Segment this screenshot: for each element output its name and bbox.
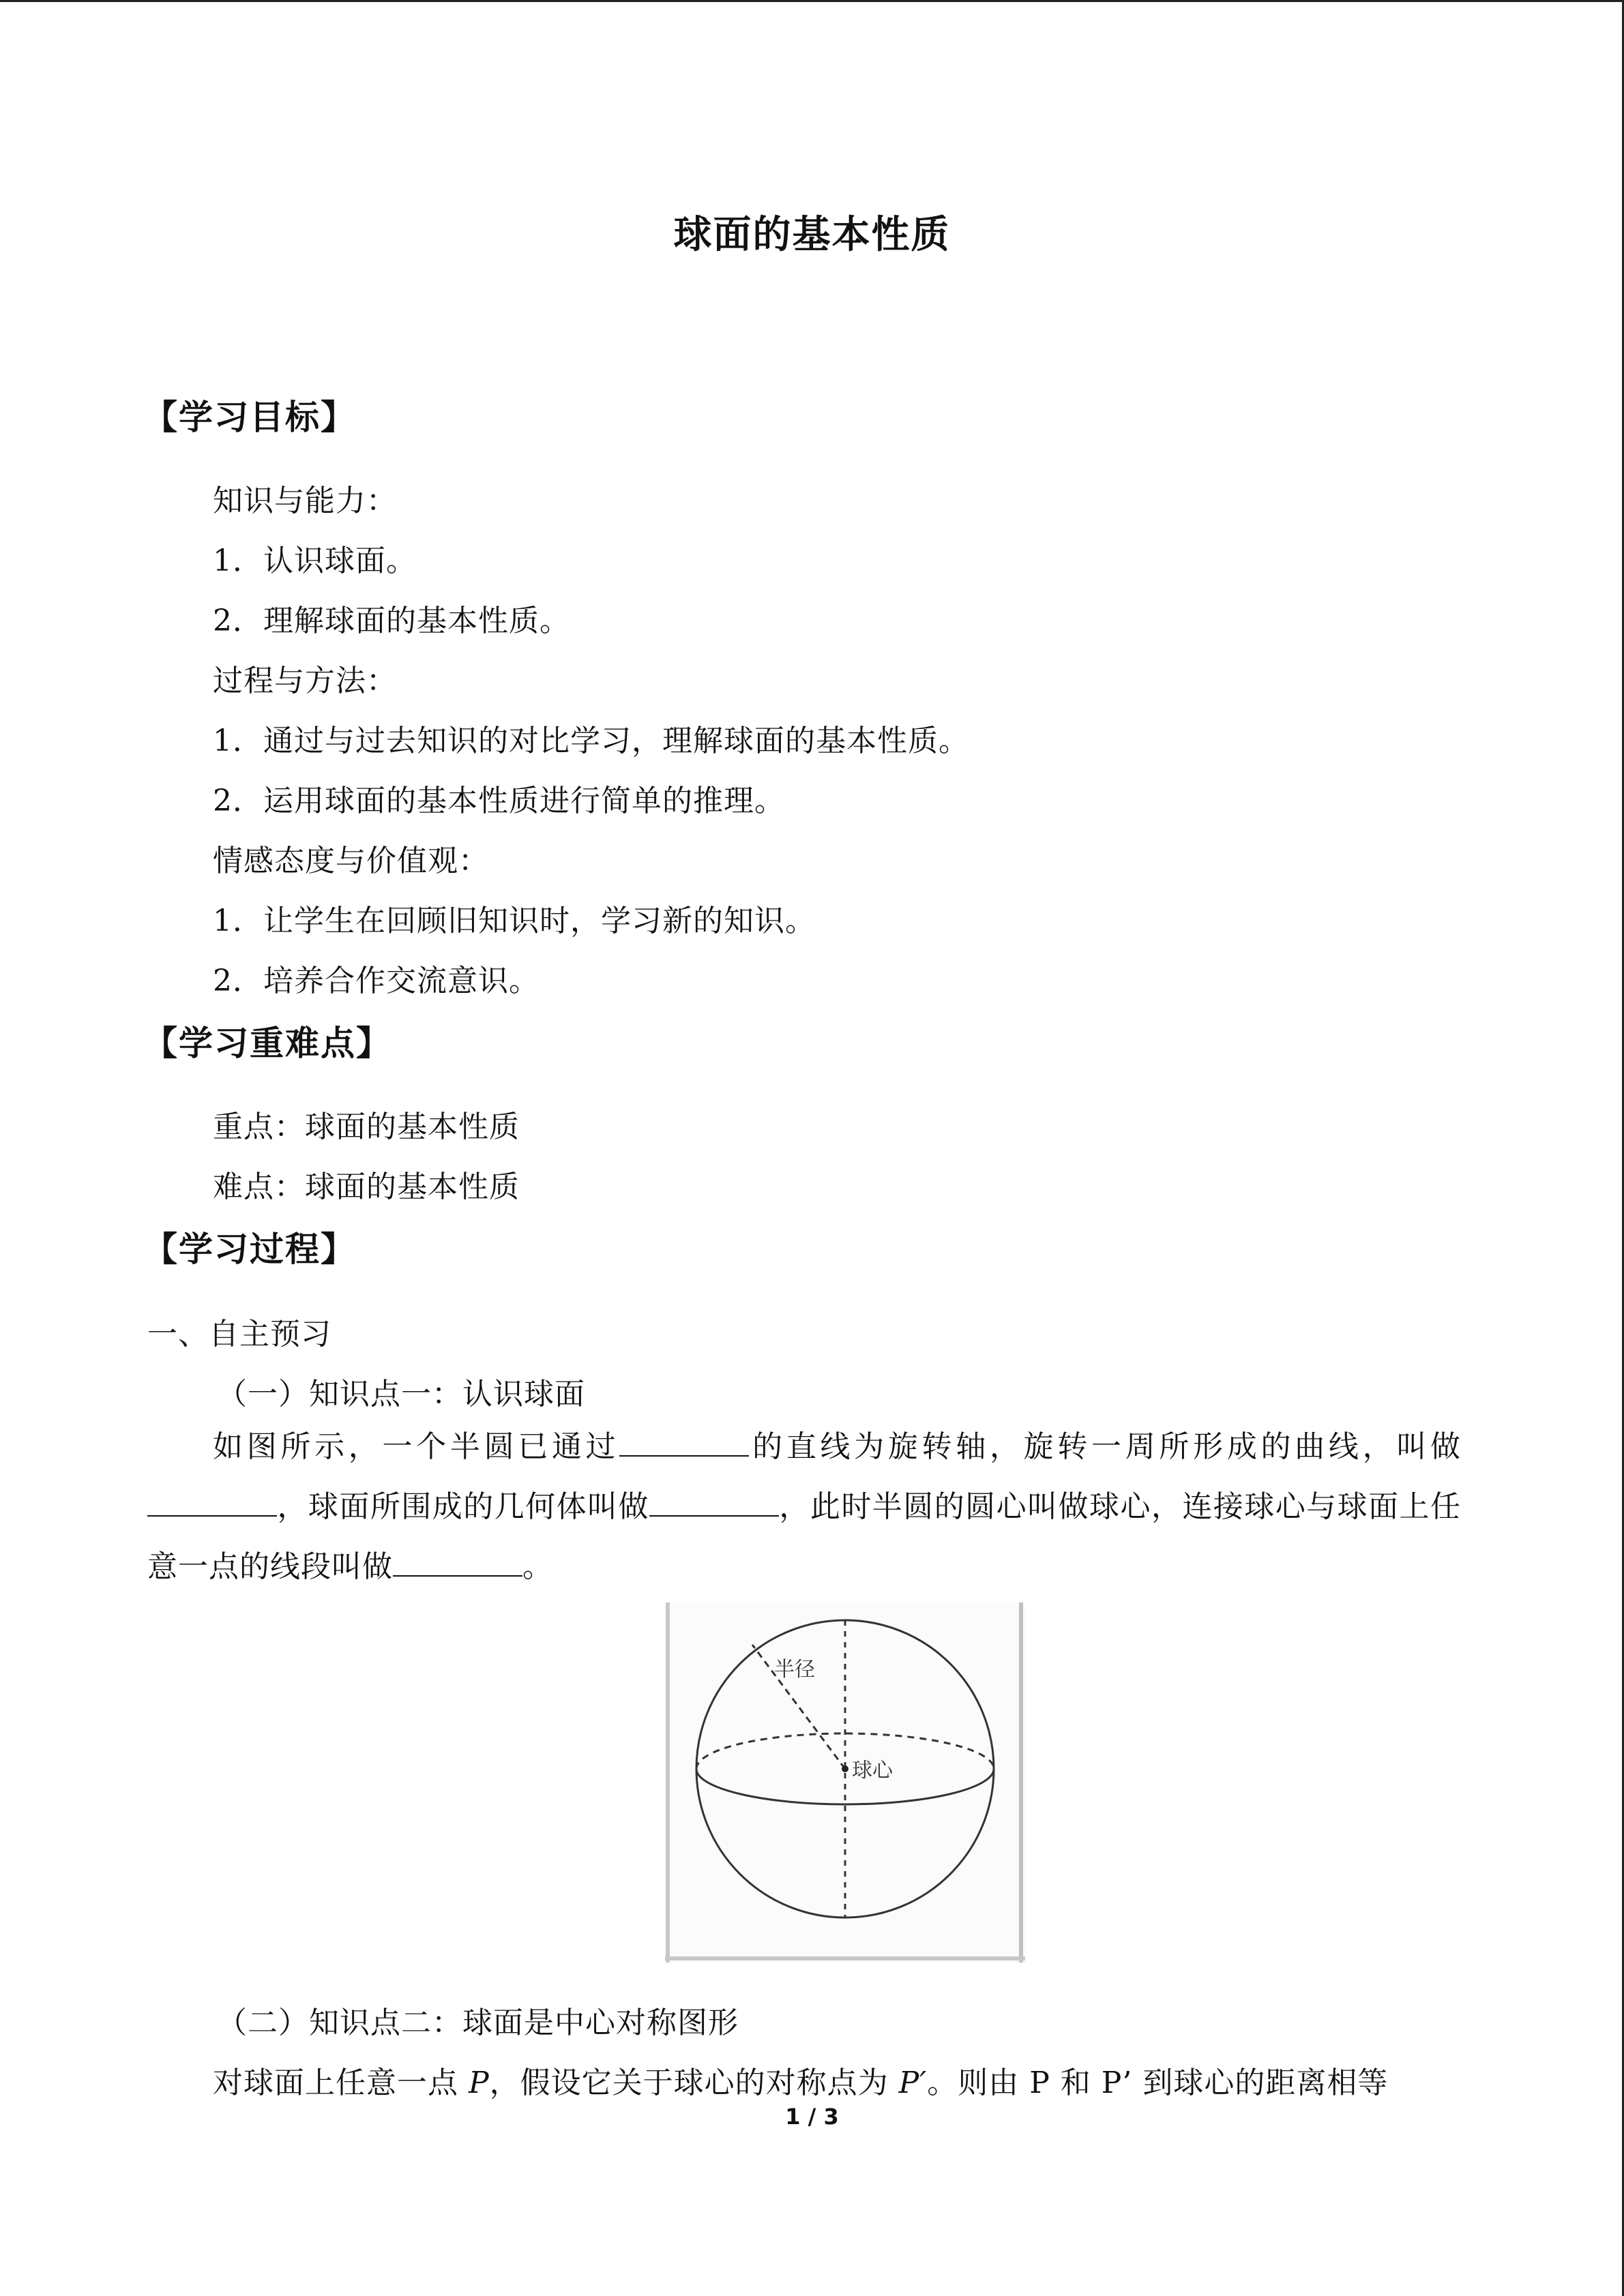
- fill-blank-4[interactable]: [393, 1548, 522, 1577]
- para1-text-a: 如图所示，一个半圆已通过: [213, 1429, 620, 1464]
- key-difficulty: 难点：球面的基本性质: [213, 1169, 520, 1204]
- fill-blank-3[interactable]: [649, 1488, 779, 1517]
- attitude-label: 情感态度与价值观：: [213, 844, 489, 878]
- point-p-prime: P′: [898, 2066, 928, 2100]
- section-heading-key: 【学习重难点】: [143, 1024, 392, 1063]
- center-label: 球心: [852, 1759, 893, 1783]
- section-heading-goals: 【学习目标】: [143, 398, 356, 437]
- point1-paragraph: [147, 1417, 1461, 1597]
- sphere-figure: [665, 1602, 1025, 1963]
- para1-text-d: ，此时半圆的圆心叫做球心，连接球心与球面上任意一点的线段叫做: [147, 1489, 1462, 1584]
- knowledge-item-1: 1．认识球面。: [213, 543, 417, 578]
- para1-text-c: ，球面所围成的几何体叫做: [277, 1489, 649, 1524]
- attitude-item-1: 1．让学生在回顾旧知识时，学习新的知识。: [213, 904, 816, 938]
- section-heading-process: 【学习过程】: [143, 1229, 356, 1269]
- point2-heading: （二）知识点二：球面是中心对称图形: [217, 2006, 739, 2040]
- page-border-top: [0, 0, 1624, 2]
- page-number: 1 / 3: [785, 2104, 839, 2130]
- part1-heading: 一、自主预习: [147, 1317, 331, 1352]
- process-label: 过程与方法：: [213, 664, 397, 698]
- point-p: P: [469, 2066, 490, 2100]
- point2-paragraph: [213, 2058, 1388, 2102]
- para2-text-a: 对球面上任意一点: [213, 2066, 469, 2100]
- radius-label: 半径: [774, 1658, 815, 1682]
- knowledge-label: 知识与能力：: [213, 483, 397, 518]
- process-item-2: 2．运用球面的基本性质进行简单的推理。: [213, 784, 785, 818]
- fill-blank-1[interactable]: [619, 1428, 749, 1457]
- para2-text-c: 。则由 P 和 P’ 到球心的距离相等: [927, 2066, 1389, 2100]
- key-focus: 重点：球面的基本性质: [213, 1109, 520, 1144]
- point1-heading: （一）知识点一：认识球面: [217, 1377, 585, 1412]
- knowledge-item-2: 2．理解球面的基本性质。: [213, 603, 570, 638]
- document-title: 球面的基本性质: [673, 213, 951, 257]
- para1-text-e: 。: [522, 1549, 553, 1584]
- para2-text-b: ，假设它关于球心的对称点为: [489, 2066, 899, 2100]
- attitude-item-2: 2．培养合作交流意识。: [213, 964, 540, 998]
- fill-blank-2[interactable]: [147, 1488, 277, 1517]
- para1-text-b: 的直线为旋转轴，旋转一周所形成的曲线，叫做: [749, 1429, 1462, 1464]
- process-item-1: 1．通过与过去知识的对比学习，理解球面的基本性质。: [213, 724, 969, 758]
